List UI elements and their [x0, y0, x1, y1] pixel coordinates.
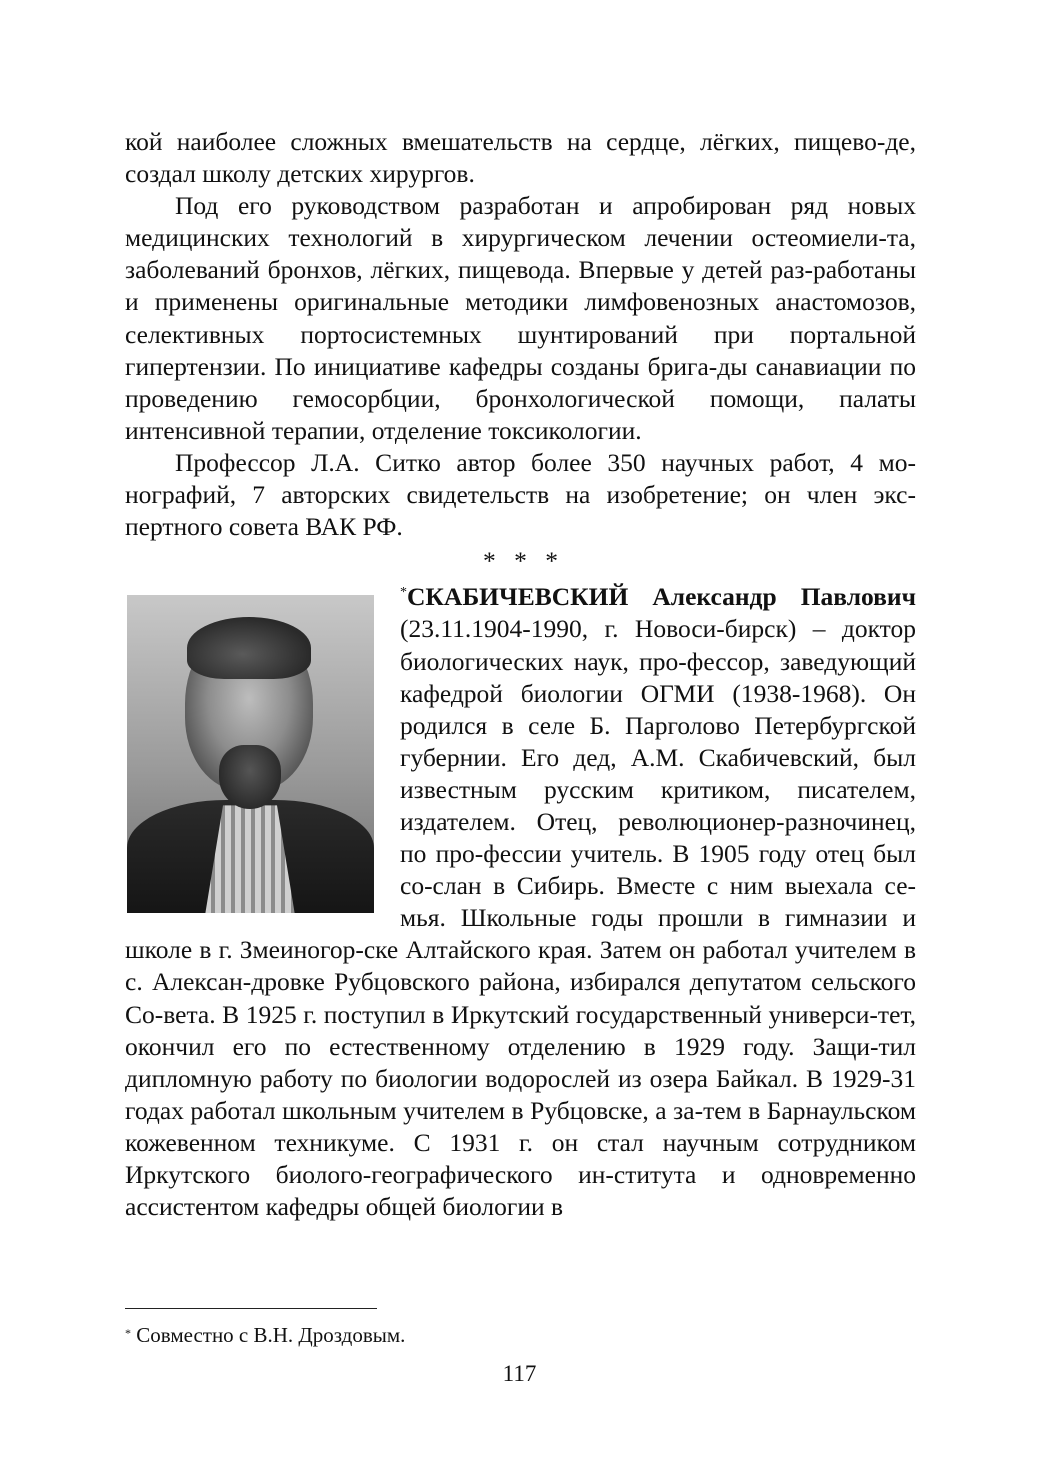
biography-name: СКАБИЧЕВСКИЙ Александр Павлович — [407, 582, 916, 612]
biography-text: (23.11.1904-1990, г. Новоси-бирск) – доктор биологических наук, про-фессор, заведующий кафедрой биологии ОГМИ (1938-1968). Он родился в селе Б. Парголово Петербургской губернии. Его дед, А.М. Скабичевский, был известным русским критиком, писателем, издателем. Отец, революционер-разночинец, по про-фессии учитель. В 1905 году отец был со-слан в Сибирь. Вместе с ним выехала се-мья. Школьные годы прошли в гимназии и школе в г. Змеиногор-ске Алтайского края. Затем он работал учителем в с. Алексан-дровке Рубцовского района, избирался депутатом сельского Со-вета. В 1925 г. поступил в Иркутский государственный универси-тет, окончил его по естественному отделению в 1929 году. Защи-тил дипломную работу по биологии водорослей из озера Байкал. В 1929-31 годах работал школьным учителем в Рубцовске, а за-тем в Барнаульском кожевенном техникуме. С 1931 г. он стал научным сотрудником Иркутского биолого-географического ин-ститута и одновременно ассистентом кафедры общей биологии в — [125, 614, 916, 1222]
paragraph-2: Под его руководством разработан и апробирован ряд новых медицинских технологий в хирургическом лечении остеомиели-та, заболеваний бронхов, лёгких, пищевода. Впервые у детей раз-работаны и применены оригинальные методики лимфовенозных анастомозов, селективных портосистемных шунтирований при портальной гипертензии. По инициативе кафедры созданы брига-ды санавиации по проведению гемосорбции, бронхологической помощи, палаты интенсивной терапии, отделение токсикологии. — [125, 191, 916, 445]
paragraph-3: Профессор Л.А. Ситко автор более 350 научных работ, 4 мо-нографий, 7 авторских свидетельств на изобретение; он член экс-пертного совета ВАК РФ. — [125, 447, 916, 542]
footnote-divider — [125, 1308, 377, 1309]
footnote-marker: * — [125, 1326, 131, 1340]
portrait-photo — [127, 595, 374, 913]
paragraph-1: кой наиболее сложных вмешательств на сердце, лёгких, пищево-де, создал школу детских хирургов. — [125, 127, 916, 189]
page-body — [125, 126, 916, 1223]
section-separator: * * * — [483, 546, 564, 576]
footnote — [125, 1322, 405, 1348]
page-number: 117 — [502, 1361, 537, 1386]
footnote-text: Совместно с В.Н. Дроздовым. — [131, 1323, 406, 1347]
footnote-ref-marker: * — [400, 585, 407, 601]
